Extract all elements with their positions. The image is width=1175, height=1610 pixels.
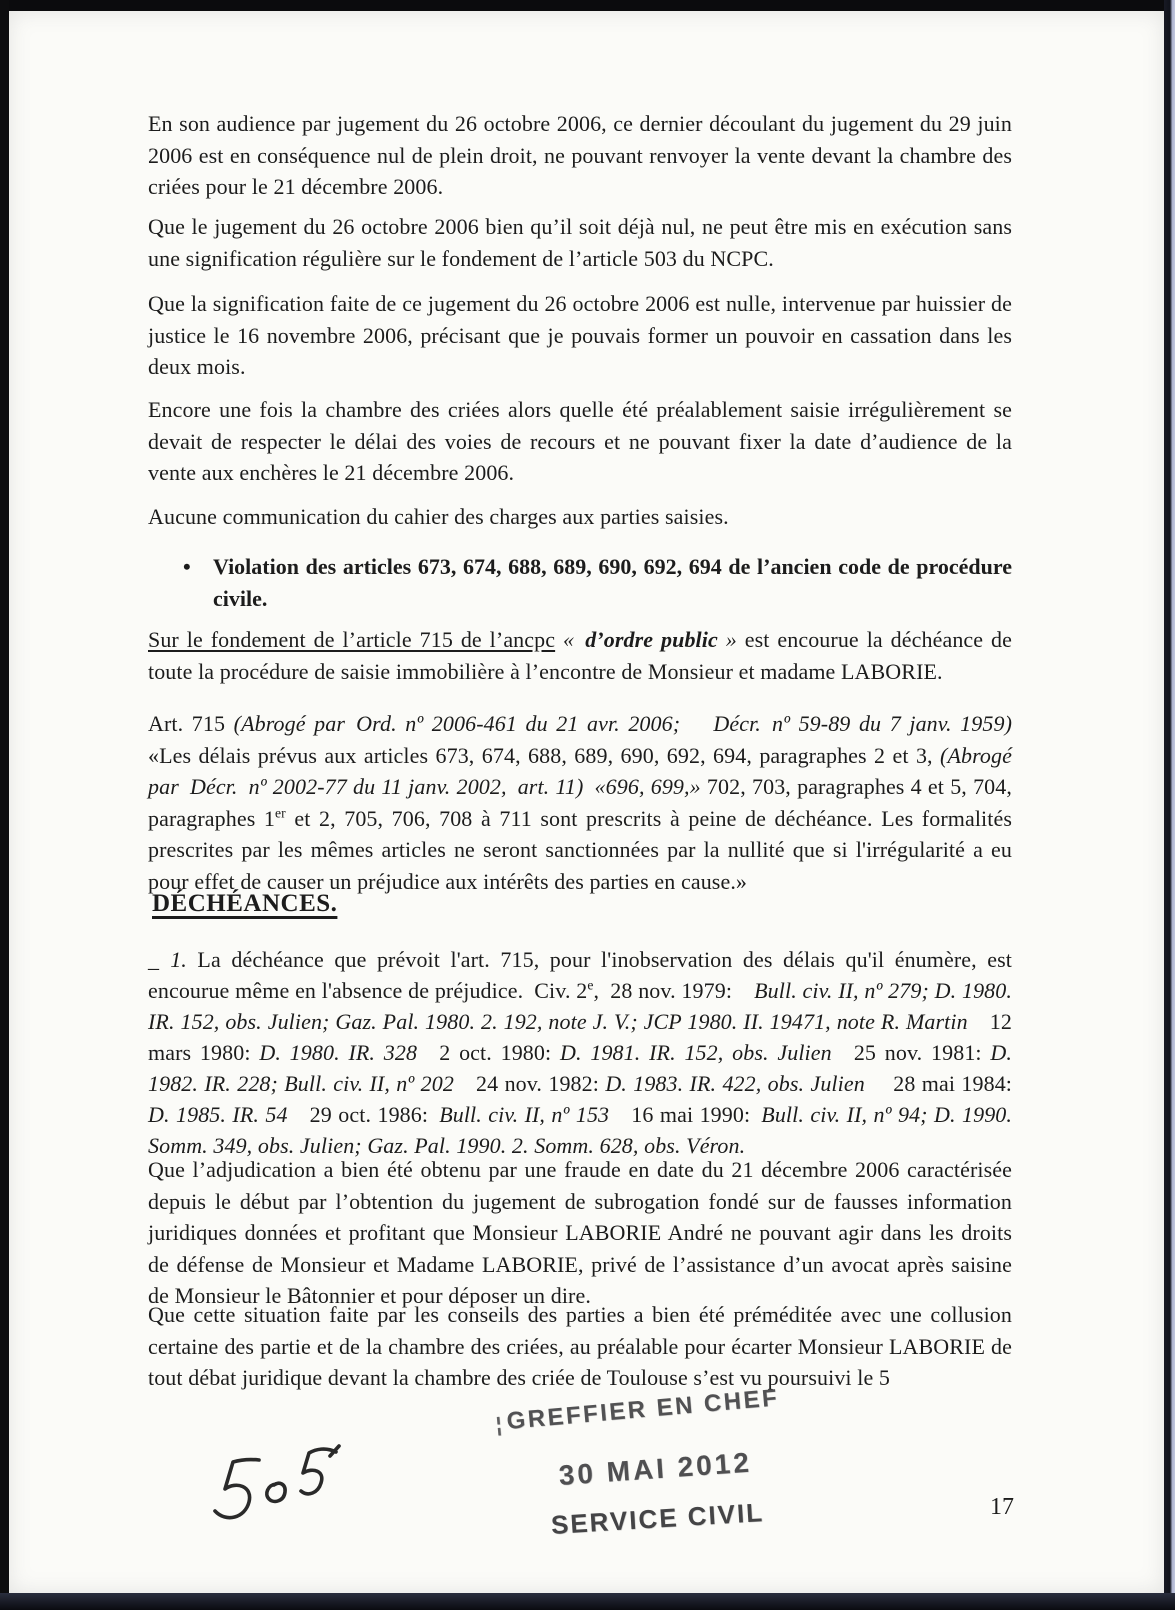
bullet-item-violation: [183, 551, 1012, 614]
handwriting-strokes: [212, 1444, 344, 1524]
text-segment: 2 oct. 1980:: [417, 1040, 560, 1065]
stamp-greffier-en-chef: GREFFIER EN CHEF: [505, 1384, 781, 1436]
citation-segment: (Abrogé par Décr. nº 2002-77 du 11 janv. 2002, art. 11) «696, 699,»: [148, 742, 1012, 799]
text-segment: , 28 nov. 1979:: [593, 978, 755, 1003]
superscript-er: er: [275, 805, 286, 821]
body-paragraph-collusion: Que cette situation faite par les conseils des parties a bien été préméditée avec une collusion certaine des partie et de la chambre des criées, au préalable pour écarter Monsieur LABORIE de tout débat juridique devant la chambre des criée de Toulouse s’est vu poursuivi le 5: [148, 1302, 1012, 1390]
text-segment: 25 nov. 1981:: [831, 1040, 991, 1065]
text-segment: 28 mai 1984:: [864, 1071, 1013, 1096]
body-paragraph-adjudication: Que l’adjudication a bien été obtenu par une fraude en date du 21 décembre 2006 caractérisée depuis le début par l’obtention du jugement de subrogation fondé sur de fausses information juridiques données et profitant que Monsieur LABORIE André ne pouvant agir dans les droits de défense de Monsieur et Madame LABORIE, privé de l’assistance d’un avocat après saisine de Monsieur le Bâtonnier et pour déposer un dire.: [148, 1157, 1012, 1308]
body-paragraph-chambre-criees: Encore une fois la chambre des criées alors quelle été préalablement saisie irrégulièrement se devait de respecter le délai des voies de recours et ne pouvant fixer la date d’audience de la vente aux enchères le 21 décembre 2006.: [148, 397, 1012, 485]
text-segment: 29 oct. 1986:: [287, 1102, 440, 1127]
quote-open: «: [563, 627, 586, 652]
body-paragraph-jugement-nul: Que le jugement du 26 octobre 2006 bien qu’il soit déjà nul, ne peut être mis en exécution sans une signification régulière sur le fondement de l’article 503 du NCPC.: [148, 214, 1012, 271]
body-paragraph-jurisprudence: [148, 944, 1012, 1161]
text-segment: 24 nov. 1982:: [453, 1071, 606, 1096]
text-segment: «Les délais prévus aux articles 673, 674, 688, 689, 690, 692, 694, paragraphes 2 et 3,: [148, 742, 941, 768]
stamp-service-civil: SERVICE CIVIL: [550, 1497, 765, 1541]
emphasis-ordre-public: d’ordre public: [585, 627, 718, 652]
text-segment: 702, 703, paragraphes 4 et 5, 704, paragraphes 1: [148, 774, 1012, 831]
text-segment: [555, 627, 563, 652]
page-number: 17: [990, 1494, 1014, 1520]
body-paragraph-art715: [148, 708, 1012, 897]
underlined-clause: Sur le fondement de l’article 715 de l’ancpc: [148, 627, 556, 652]
scan-edge-bottom: [0, 1593, 1175, 1610]
citation-segment: D. 1982. IR. 228; Bull. civ. II, nº 202: [148, 1040, 1013, 1096]
bullet-text: Violation des articles 673, 674, 688, 689, 690, 692, 694 de l’ancien code de procédure civile.: [213, 554, 1012, 611]
superscript-e: e: [587, 977, 594, 993]
text-segment: est encourue la déchéance de toute la procédure de saisie immobilière à l’encontre de Monsieur et madame LABORIE.: [148, 627, 1013, 684]
bullet-icon: •: [183, 554, 191, 579]
quote-close: »: [717, 627, 737, 652]
citation-segment: Bull. civ. II, nº 94; D. 1990. Somm. 349, obs. Julien; Gaz. Pal. 1990. 2. Somm. 628, obs. Véron.: [148, 1102, 1012, 1158]
scan-edge-top: [0, 0, 1175, 11]
text-segment: et 2, 705, 706, 708 à 711 sont prescrits à peine de déchéance. Les formalités prescrites par les mêmes articles ne seront sanctionnées par la nullité que si l'irrégularité a eu pour effet de causer un préjudice aux intérêts des parties en cause.»: [148, 805, 1012, 894]
text-segment: Art. 715: [148, 711, 234, 736]
section-heading-decheances: DÉCHÉANCES.: [152, 890, 338, 917]
citation-segment: D. 1981. IR. 152, obs. Julien: [560, 1040, 832, 1065]
citation-segment: D. 1983. IR. 422, obs. Julien: [605, 1071, 865, 1096]
scan-edge-left: [0, 0, 9, 1610]
handwritten-number-505: [212, 1444, 344, 1529]
body-paragraph-signification: Que la signification faite de ce jugement du 26 octobre 2006 est nulle, intervenue par huissier de justice le 16 novembre 2006, précisant que je pouvais former un pouvoir en cassation dans les deux mois.: [148, 291, 1012, 379]
body-paragraph-cahier-charges: Aucune communication du cahier des charges aux parties saisies.: [148, 504, 729, 529]
citation-segment: (Abrogé par Ord. nº 2006-461 du 21 avr. 2006; Décr. nº 59-89 du 7 janv. 1959): [233, 711, 1012, 736]
citation-segment: Bull. civ. II, nº 279; D. 1980. IR. 152, obs. Julien; Gaz. Pal. 1980. 2. 192, note J. V.; JCP 1980. II. 19471, note R. Martin: [148, 978, 1012, 1034]
citation-segment: Bull. civ. II, nº 153: [439, 1102, 610, 1127]
margin-dash: _: [148, 947, 171, 972]
item-number: 1.: [170, 947, 187, 972]
text-segment: La déchéance que prévoit l'art. 715, pour l'inobservation des délais qu'il énumère, est encourue même en l'absence de préjudice. Civ. 2: [148, 947, 1012, 1003]
citation-segment: D. 1985. IR. 54: [148, 1102, 288, 1127]
citation-segment: D. 1980. IR. 328: [259, 1040, 418, 1065]
stamp-date: 30 MAI 2012: [557, 1446, 753, 1492]
text-segment: 12 mars 1980:: [148, 1009, 1012, 1065]
stamp-ink-mark: ¦: [495, 1413, 503, 1437]
body-paragraph-fondement: [148, 624, 1012, 687]
text-segment: 16 mai 1990:: [609, 1102, 762, 1127]
scan-edge-right: [1164, 0, 1175, 1610]
body-paragraph-audience: En son audience par jugement du 26 octobre 2006, ce dernier découlant du jugement du 29 juin 2006 est en conséquence nul de plein droit, ne pouvant renvoyer la vente devant la chambre des criées pour le 21 décembre 2006.: [148, 111, 1012, 199]
